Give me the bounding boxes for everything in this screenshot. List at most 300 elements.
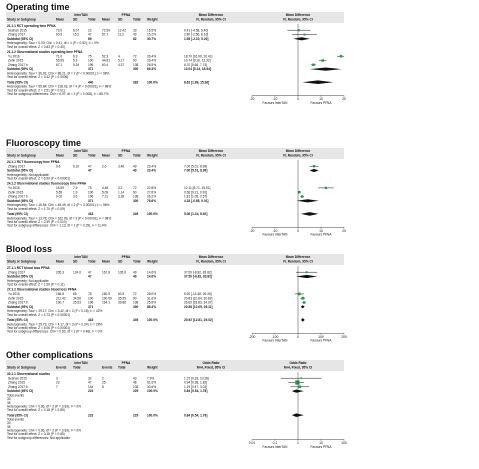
cell-value: 167.8 [102,270,110,275]
point-estimate [313,165,315,167]
subtotal-weight: 30.7% [147,36,157,41]
cell-value: 4 [118,54,120,59]
x-tick-label: -20 [249,228,255,233]
weight-value: 26.5% [147,62,157,67]
weight-value: 61.6% [147,380,157,385]
subtotal-ci: 0.84 [0.54, 1.78] [184,389,208,394]
subtotal-ci: 12.04 [5.14, 18.94] [184,67,211,72]
column-header: SD [73,259,78,264]
effect-ci: 0.56 [0.21, 0.91] [184,190,208,195]
cell-value: 196 [88,194,94,199]
cell-value: 75 [88,54,92,59]
column-header: Mean [56,153,65,158]
study-name: Zhang 2017 [8,164,26,169]
total-n2: 349 [133,212,139,217]
weight-value: 25.8% [147,300,157,305]
x-tick-label: 100 [318,334,324,339]
cell-value: 6.10 [73,164,80,169]
subtotal-n2: 49 [133,168,137,173]
subtotal-ci: 7.00 [5.01, 8.99] [184,168,208,173]
subtotal-n2: 300 [133,304,139,309]
column-header: Total [133,153,141,158]
effect-ci: 37.50 [-8.82, 83.82] [184,270,212,275]
weight-value: 15.5% [147,28,157,33]
cell-value: 57.7 [102,32,109,37]
cell-value: 75 [88,292,92,297]
effect-ci: 5.90 [-14.46, 26.26] [184,292,212,297]
cell-value: 196 [88,300,94,305]
effect-ci: 2.80 [-2.56, 8.16] [184,32,209,37]
subtotal-n1: 223 [88,389,94,394]
total-weight: 100.0% [147,413,158,418]
subtotal-label: Subtotal (95% CI) [7,67,34,72]
cell-value: 190.7 [56,300,64,305]
weight-value: 14.6% [147,270,157,275]
cell-value: 60.5 [56,32,63,37]
favours-right: Favours PFNA [310,338,332,343]
cell-value: 164.1 [102,300,110,305]
cell-value: 138 [133,384,139,389]
cell-value: 72 [133,292,137,297]
study-name: Zehir 2015 [8,190,24,195]
x-tick-label: -10 [272,228,278,233]
cell-value: 90 [133,58,137,63]
cell-value: 7 [56,384,58,389]
subtotal-weight: 14.6% [147,274,157,279]
cell-value: 90 [133,296,137,301]
subtotal-n2: 300 [133,198,139,203]
subtotal-label: Subtotal (95% CI) [7,198,34,203]
group2-label: PFNA [121,360,131,365]
group2-label: PFNA [121,12,131,17]
subtotal-label: Subtotal (95% CI) [7,168,34,173]
effect-ci: 6.70 [5.66, 7.74] [184,62,208,67]
total-n1: 223 [88,413,94,418]
subtotal-weight: 23.4% [147,168,157,173]
cell-value: 9.6 [56,164,61,169]
x-tick-label: -100 [271,334,279,339]
cell-value: 5.9 [73,58,78,63]
cell-value: 35.55 [118,296,126,301]
subgroup-stat: Heterogeneity: Tau² = 16.54; Chi² = 48.49, df = 2 (P < 0.00001); I² = 96% [7,203,110,208]
footer-stat: 35 [7,424,11,429]
subgroup-stat: Test for overall effect: Z = 0.18 (P = 0.85) [7,408,65,413]
point-estimate [325,187,327,189]
point-estimate [301,195,304,198]
cell-value: 166.8 [56,292,64,297]
subgroup-stat: Test for overall effect: Z = 3.42 (P = 0.0006) [7,75,69,80]
cell-value: 52.3 [102,54,109,59]
cell-value: 90 [133,190,137,195]
footer-stat: Heterogeneity: Tau² = 29.73; Chi² = 4.17, df = 3 (P = 0.24); I² = 28% [7,322,103,327]
total-label: Total (95% CI) [7,80,28,85]
column-header: Weight [147,259,158,264]
cell-value: 67.1 [56,62,63,67]
cell-value: 8 [102,384,104,389]
x-tick-label: 10 [319,97,323,102]
subtotal-n2: 229 [133,389,139,394]
x-tick-label: -20 [249,97,255,102]
cell-value: 55.55 [56,58,64,63]
footer-stat: Heterogeneity: Tau² = 55.84; Chi² = 218.03, df = 4 (P < 0.00001); I² = 98% [7,84,112,89]
cell-value: 44.81 [102,58,110,63]
cell-value: 75 [88,186,92,191]
column-header: SD [73,153,78,158]
x-tick-label: 1 [297,441,299,446]
cell-value: 4.48 [102,186,109,191]
column-header: SD [73,17,78,22]
subtotal-label: Subtotal (95% CI) [7,304,34,309]
subgroup-label: 27.1.2 Observational studies blood loss PFNA [7,287,77,292]
subtotal-n1: 371 [88,198,94,203]
x-tick-label: 0 [297,97,299,102]
group2-label: PFNA [121,254,131,259]
study-name: Zhang 2017 [8,270,26,275]
column-header: Weight [147,153,158,158]
forest-plot-fluoro [6,148,346,240]
subgroup-stat: 33 [7,397,11,402]
cell-value: 12.42 [118,28,126,33]
footer-stat: Test for overall effect: Z = 0.18 (P = 0.85) [7,432,65,437]
cell-value: 25.53 [73,300,81,305]
footer-stat: Total events [7,417,25,422]
effect-subtitle-plot: IV, Random, 95% CI [283,259,313,264]
total-label: Total (95% CI) [7,318,28,323]
total-diamond [302,80,333,84]
effect-subtitle: IV, Random, 95% CI [196,259,226,264]
cell-value: 32 [88,376,92,381]
effect-ci: 10.74 [9.16, 12.32] [184,58,211,63]
cell-value: 100 [88,190,94,195]
weight-value: 22.8% [147,186,157,191]
footer-stat: 33 [7,421,11,426]
cell-value: 138 [133,62,139,67]
study-name: Yu 2016 [8,54,20,59]
column-header: SD [118,259,123,264]
effect-subtitle: M-H, Fixed, 95% CI [196,365,226,370]
total-n2: 382 [133,80,139,85]
total-weight: 100.0% [147,318,158,323]
column-header: Events [102,365,113,370]
point-estimate [298,191,301,194]
study-name: Zhang 2017 b [8,300,28,305]
x-tick-label: 20 [342,228,346,233]
weight-value: 7.9% [147,376,155,381]
subgroup-stat: Heterogeneity: Not applicable [7,172,49,177]
cell-value: 7.21 [102,194,109,199]
cell-value: 100 [88,58,94,63]
point-estimate [301,297,304,300]
cell-value: 138 [133,300,139,305]
point-estimate [303,301,305,303]
footer-stat: Test for overall effect: Z = 2.51 (P = 0.01) [7,88,65,93]
cell-value: 6.07 [73,28,80,33]
total-diamond [301,318,305,322]
effect-ci: 1.19 [0.47, 3.03] [184,384,208,389]
column-header: Mean [102,153,111,158]
study-name: Yu 2016 [8,292,20,297]
total-n2: 349 [133,318,139,323]
cell-value: 47 [88,164,92,169]
effect-ci: 7.00 [5.01, 8.99] [184,164,208,169]
subtotal-diamond [310,169,319,172]
weight-value: 31.6% [147,296,157,301]
point-estimate [312,64,315,67]
subtotal-n1: 371 [88,304,94,309]
cell-value: 3 [56,376,58,381]
study-name: Zhang 2017 b [8,62,28,67]
cell-value: 47 [88,32,92,37]
point-estimate [298,293,301,296]
cell-value: 22 [88,28,92,33]
cell-value: 72.59 [102,28,110,33]
subtotal-label: Subtotal (95% CI) [7,36,34,41]
cell-value: 43 [133,376,137,381]
effect-ci: 18.70 [16.99, 20.41] [184,54,213,59]
weight-value: 30.6% [147,384,157,389]
subtotal-n1: 69 [88,36,92,41]
footer-stat: Test for overall effect: Z = 5.06 (P < 0.00001) [7,325,71,330]
column-header: Study or Subgroup [7,259,36,264]
column-header: Total [88,259,96,264]
study-name: Zhang 2017 b [8,194,28,199]
total-n1: 418 [88,318,94,323]
footer-stat: Test for subgroup differences: Not applicable [7,435,71,440]
point-estimate [321,59,324,62]
effect-title: Odds Ratio [202,360,220,365]
subgroup-stat: Test for overall effect: Z = 0.83 (P = 0.40) [7,44,65,49]
study-name: Zehir 2015 [8,58,24,63]
cell-value: 196 [88,62,94,67]
cell-value: 11.2 [118,32,124,37]
effect-subtitle-plot: M-H, Fixed, 95% CI [283,365,313,370]
x-tick-label: -10 [272,97,278,102]
effect-subtitle-plot: IV, Random, 95% CI [283,153,313,158]
subtotal-ci: 20.58 [12.05, 29.11] [184,304,213,309]
effect-title: Mean Difference [198,148,224,153]
cell-value: 124.6 [73,270,81,275]
footer-stat: Test for subgroup differences: Chi² = 1.13, df = 1 (P = 0.29), I² = 11.4% [7,223,107,228]
cell-value: 3.2 [118,186,123,191]
effect-ci: 12.11 [8.71, 15.51] [184,186,211,191]
cell-value: 34.56 [73,296,81,301]
cell-value: 100 [88,296,94,301]
subtotal-weight: 69.3% [147,67,157,72]
point-estimate [298,385,301,388]
subtotal-n2: 300 [133,67,139,72]
column-header: Mean [56,17,65,22]
effect-title: Mean Difference [198,254,224,259]
x-tick-label: 0 [297,228,299,233]
footer-stat: Test for overall effect: Z = 2.59 (P = 0.010) [7,219,67,224]
group1-label: InterTAN [74,360,88,365]
subgroup-stat: Test for overall effect: Z = 1.59 (P = 0.11) [7,282,65,287]
subtotal-ci: 1.55 [-2.10, 5.20] [184,36,209,41]
subtotal-ci: 4.18 [-0.65, 9.01] [184,198,209,203]
subgroup-stat: Heterogeneity: Tau² = 36.91; Chi² = 88.21, df = 2 (P < 0.00001); I² = 98% [7,71,110,76]
subgroup-stat: Test for overall effect: Z = 6.90 (P < 0.00001) [7,176,71,181]
cell-value: 5.09 [102,190,109,195]
column-header: Total [73,365,81,370]
cell-value: 3.6 [73,194,78,199]
column-header: Events [56,365,67,370]
cell-value: 3.28 [118,194,125,199]
cell-value: 65 [73,292,77,297]
subgroup-stat: Heterogeneity: Tau² = 0.00; Chi² = 0.41, df = 1 (P = 0.52); I² = 0% [7,41,99,46]
study-name: Zehir 2015 [8,296,24,301]
subtotal-diamond [296,275,317,278]
panel-title: Blood loss [6,244,53,254]
total-weight: 100.0% [147,212,158,217]
cell-value: 211.42 [56,296,66,301]
column-header: Study or Subgroup [7,153,36,158]
subgroup-stat: 35 [7,400,11,405]
effect-ci: 1.81 [1.05, 2.57] [184,194,208,199]
cell-value: 190.59 [102,296,112,301]
cell-value: 25 [102,380,106,385]
subtotal-weight: 76.6% [147,198,157,203]
effect-title-plot: Mean Difference [285,12,311,17]
cell-value: 16.59 [56,186,64,191]
cell-value: 138 [133,194,139,199]
subgroup-label: 21.1.1 RCT operating time PFNA [7,24,56,28]
forest-plot-complications [6,360,346,466]
cell-value: 49 [133,164,137,169]
weight-value: 26.2% [147,194,157,199]
total-n1: 418 [88,212,94,217]
forest-plot-blood [6,254,346,346]
point-estimate [306,271,308,273]
effect-subtitle: IV, Random, 95% CI [196,17,226,22]
x-tick-label: 0.01 [248,441,256,446]
effect-ci: 26.60 [18.83, 34.37] [184,300,213,305]
favours-right: Favours PFNA [310,444,332,449]
total-n2: 229 [133,413,139,418]
cell-value: 5.65 [56,190,63,195]
x-tick-label: 0 [297,334,299,339]
subtotal-diamond [293,37,310,40]
cell-value: 7.9 [73,186,78,191]
subgroup-label: 24.1.1 RCT fluoroscopy time PFNA [7,160,60,164]
cell-value: 160.9 [102,292,110,297]
x-tick-label: -200 [248,334,256,339]
study-name: Zhang 2017 [8,32,26,37]
column-header: Total [133,259,141,264]
cell-value: 5.34 [73,62,80,67]
subgroup-stat: Test for overall effect: Z = 1.70 (P = 0.09) [7,206,65,211]
panel-title: Operating time [6,2,70,12]
subgroup-label: 21.1.2 Observational studies operating time PFNA [7,50,83,55]
x-tick-label: 100 [341,441,347,446]
subtotal-n1: 47 [88,168,92,173]
total-ci: 5.08 [1.24, 8.92] [184,212,208,217]
subgroup-stat: Heterogeneity: Chi² = 0.36, df = 2 (P = 0.83); I² = 0% [7,404,82,409]
subgroup-label: 30.1.1 Observational studies [7,372,51,376]
effect-title-plot: Odds Ratio [289,360,307,365]
subtotal-weight: 100.0% [147,389,158,394]
cell-value: 49 [133,270,137,275]
cell-value: 60.4 [102,62,109,67]
subtotal-ci: 37.50 [-8.82, 83.82] [184,274,212,279]
favours-right: Favours PFNA [310,232,332,237]
column-header: Total [133,17,141,22]
cell-value: 205.3 [56,270,64,275]
favours-left: Favours InterTAN [262,100,288,105]
column-header: Mean [102,17,111,22]
subtotal-n1: 371 [88,67,94,72]
total-label: Total (95% CI) [7,212,28,217]
cell-value: 3.46 [118,164,125,169]
weight-value: 23.4% [147,164,157,169]
cell-value: 2 [102,376,104,381]
column-header: Weight [147,17,158,22]
total-ci: 8.62 [1.88, 15.36] [184,80,210,85]
favours-right: Favours PFNA [310,100,332,105]
subtotal-n2: 49 [133,274,137,279]
study-name: Yu 2016 [8,186,20,191]
cell-value: 1.14 [118,190,125,195]
effect-title: Mean Difference [198,12,224,17]
weight-value: 28.0% [147,292,157,297]
x-tick-label: 0.1 [272,441,278,446]
effect-title-plot: Mean Difference [285,148,311,153]
column-header: Weight [147,365,158,370]
subtotal-diamond [301,305,305,308]
cell-value: 33 [133,28,137,33]
cell-value: 48 [133,380,137,385]
cell-value: 4.37 [118,62,125,67]
effect-subtitle: IV, Random, 95% CI [196,153,226,158]
favours-left: Favours InterTAN [262,232,288,237]
total-ci: 20.92 [12.81, 29.02] [184,318,213,323]
cell-value: 39.86 [118,300,126,305]
column-header: Total [118,365,126,370]
effect-title-plot: Mean Difference [285,254,311,259]
forest-plot-operating [6,12,346,134]
subgroup-stat: Test for overall effect: Z = 4.73 (P < 0.00001) [7,312,71,317]
study-name: Seshan 2015 [8,28,27,33]
cell-value: 5.17 [118,58,125,63]
subtotal-weight: 85.4% [147,304,157,309]
group2-label: PFNA [121,148,131,153]
cell-value: 105.6 [118,270,126,275]
cell-value: 1.9 [73,190,78,195]
cell-value: 72 [133,54,137,59]
x-tick-label: 10 [319,441,323,446]
weight-value: 26.4% [147,54,157,59]
subtotal-label: Subtotal (95% CI) [7,389,34,394]
subgroup-stat: Total events [7,393,25,398]
weight-value: 27.6% [147,190,157,195]
cell-value: 72 [133,186,137,191]
point-estimate [295,380,299,384]
total-label: Total (95% CI) [7,413,28,418]
cell-value: 2.6 [102,164,107,169]
column-header: SD [118,17,123,22]
point-estimate [300,377,302,379]
column-header: SD [118,153,123,158]
cell-value: 15.2 [73,32,80,37]
cell-value: 71.0 [56,54,63,59]
subtotal-diamond [297,199,319,202]
cell-value: 23 [56,380,60,385]
subgroup-label: 24.1.2 Observational studies fluoroscopy time PFNA [7,181,87,186]
point-estimate [340,55,343,58]
footer-stat: Heterogeneity: Tau² = 13.78; Chi² = 162.09, df = 3 (P < 0.00001); I² = 98% [7,216,112,221]
weight-value: 26.4% [147,58,157,63]
column-header: Total [88,17,96,22]
column-header: Study or Subgroup [7,365,36,370]
